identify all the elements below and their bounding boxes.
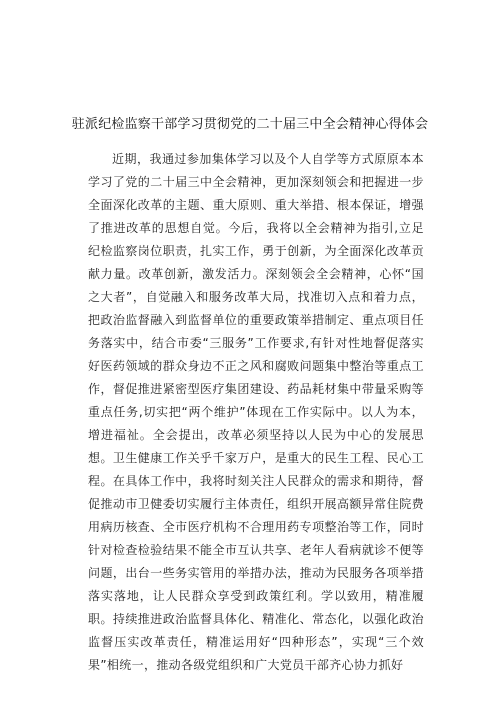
document-title: 驻派纪检监察干部学习贯彻党的二十届三中全会精神心得体会 <box>71 117 429 132</box>
document-body-paragraph: 近期，我通过参加集体学习以及个人自学等方式原原本本学习了党的二十届三中全会精神，更加深刻领会和把握进一步全面深化改革的主题、重大原则、重大举措、根本保证，增强了推进改革的思想自觉。今后，我将以全会精神为指引,立足纪检监察岗位职责，扎实工作，勇于创新，为全面深化改革贡献力量。改革创新，激发活力。深刻领会全会精神，心怀“国之大者”，自觉融入和服务改革大局，找准切入点和着力点，把政治监督融入到监督单位的重要政策举措制定、重点项目任务落实中，结合市委“三服务”工作要求,有针对性地督促落实好医药领域的群众身边不正之风和腐败问题集中整治等重点工作，督促推进紧密型医疗集团建设、药品耗材集中带量采购等重点任务,切实把“两个维护”体现在工作实际中。以人为本，增进福祉。全会提出，改革必须坚持以人民为中心的发展思想。卫生健康工作关乎千家万户，是重大的民生工程、民心工程。在具体工作中，我将时刻关注人民群众的需求和期待，督促推动市卫健委切实履行主体责任，组织开展高额异常住院费用病历核查、全市医疗机构不合理用药专项整治等工作，同时针对检查检验结果不能全市互认共享、老年人看病就诊不便等问题，出台一些务实管用的举措办法，推动为民服务各项举措落实落地，让人民群众享受到政策红利。学以致用，精准履职。持续推进政治监督具体化、精准化、常态化，以强化政治监督压实改革责任，精准运用好“四种形态”，实现“三个效果”相统一，推动各级党组织和广大党员干部齐心协力抓好 <box>88 152 424 672</box>
